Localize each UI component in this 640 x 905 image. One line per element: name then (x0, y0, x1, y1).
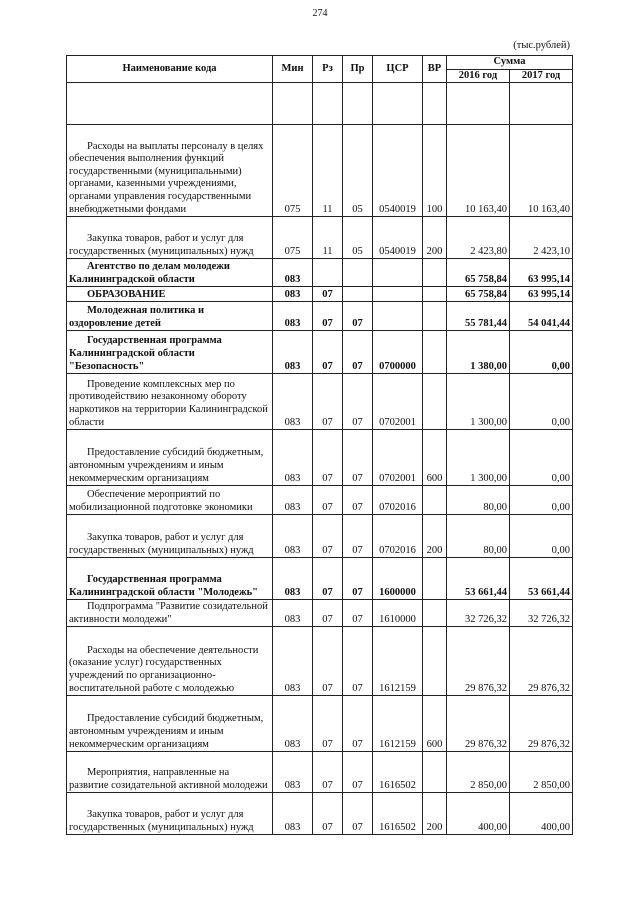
row-sum-2016: 65 758,84 (447, 287, 510, 302)
row-sum-2017: 0,00 (510, 486, 573, 515)
row-rz: 07 (313, 558, 343, 600)
row-rz: 11 (313, 217, 343, 259)
row-sum-2016: 400,00 (447, 793, 510, 835)
row-pr: 07 (343, 627, 373, 696)
row-min: 083 (273, 752, 313, 793)
row-sum-2016: 80,00 (447, 515, 510, 558)
table-row (67, 125, 573, 217)
row-min: 083 (273, 600, 313, 627)
row-rz: 07 (313, 374, 343, 430)
row-vr: 200 (423, 515, 447, 558)
row-pr (343, 259, 373, 287)
row-sum-2017: 0,00 (510, 430, 573, 486)
table-row (67, 287, 573, 302)
row-pr: 07 (343, 752, 373, 793)
row-name: Молодежная политика и оздоровление детей (67, 302, 273, 331)
page-number: 274 (312, 8, 328, 19)
row-sum-2017: 32 726,32 (510, 600, 573, 627)
table-row (67, 600, 573, 627)
table-body (67, 83, 573, 835)
table-row (67, 515, 573, 558)
row-min: 075 (273, 125, 313, 217)
row-csr (373, 259, 423, 287)
row-name: Проведение комплексных мер по противодействию незаконному обороту наркотиков на территории Калининградской области (67, 374, 273, 430)
table-row (67, 696, 573, 752)
row-name: Предоставление субсидий бюджетным, автономным учреждениям и иным некоммерческим организациям (67, 430, 273, 486)
row-pr: 07 (343, 430, 373, 486)
row-rz (313, 259, 343, 287)
row-sum-2016: 10 163,40 (447, 125, 510, 217)
row-csr: 1612159 (373, 627, 423, 696)
row-name: Государственная программа Калининградской области "Молодежь" (67, 558, 273, 600)
row-pr: 07 (343, 558, 373, 600)
row-sum-2017: 29 876,32 (510, 696, 573, 752)
table-row (67, 331, 573, 374)
row-min: 083 (273, 515, 313, 558)
row-sum-2017: 2 423,10 (510, 217, 573, 259)
row-sum-2016: 55 781,44 (447, 302, 510, 331)
row-sum-2016: 2 850,00 (447, 752, 510, 793)
row-csr: 0702016 (373, 486, 423, 515)
row-sum-2017: 400,00 (510, 793, 573, 835)
row-sum-2016 (447, 83, 510, 125)
row-sum-2016: 2 423,80 (447, 217, 510, 259)
row-vr (423, 302, 447, 331)
row-csr: 1610000 (373, 600, 423, 627)
row-rz: 07 (313, 486, 343, 515)
row-rz (313, 83, 343, 125)
table-row (67, 558, 573, 600)
units-label: (тыс.рублей) (513, 40, 570, 51)
row-pr: 07 (343, 793, 373, 835)
row-name: Расходы на обеспечение деятельности (оказание услуг) государственных учреждений по организационно-воспитательной работе с молодежью (67, 627, 273, 696)
row-vr (423, 331, 447, 374)
row-min: 083 (273, 287, 313, 302)
row-csr (373, 287, 423, 302)
row-name: Предоставление субсидий бюджетным, автономным учреждениям и иным некоммерческим организациям (67, 696, 273, 752)
row-csr: 0702001 (373, 430, 423, 486)
row-rz: 07 (313, 515, 343, 558)
row-sum-2016: 1 300,00 (447, 374, 510, 430)
table-row (67, 430, 573, 486)
row-pr (343, 287, 373, 302)
row-sum-2017: 53 661,44 (510, 558, 573, 600)
row-sum-2016: 29 876,32 (447, 627, 510, 696)
row-sum-2016: 32 726,32 (447, 600, 510, 627)
row-pr: 05 (343, 125, 373, 217)
row-sum-2016: 53 661,44 (447, 558, 510, 600)
row-min: 083 (273, 627, 313, 696)
row-rz: 07 (313, 752, 343, 793)
row-rz: 07 (313, 331, 343, 374)
row-min: 083 (273, 374, 313, 430)
header-min: Мин (273, 56, 313, 83)
row-rz: 07 (313, 627, 343, 696)
row-sum-2016: 80,00 (447, 486, 510, 515)
row-vr (423, 627, 447, 696)
row-pr: 07 (343, 374, 373, 430)
row-csr: 0702001 (373, 374, 423, 430)
row-name: ОБРАЗОВАНИЕ (67, 287, 273, 302)
row-name: Закупка товаров, работ и услуг для государственных (муниципальных) нужд (67, 217, 273, 259)
row-min: 075 (273, 217, 313, 259)
row-csr: 0700000 (373, 331, 423, 374)
row-sum-2016: 1 300,00 (447, 430, 510, 486)
row-sum-2016: 29 876,32 (447, 696, 510, 752)
row-sum-2017: 63 995,14 (510, 287, 573, 302)
row-sum-2017: 10 163,40 (510, 125, 573, 217)
row-csr: 1612159 (373, 696, 423, 752)
row-min: 083 (273, 331, 313, 374)
row-name: Закупка товаров, работ и услуг для государственных (муниципальных) нужд (67, 515, 273, 558)
row-vr (423, 600, 447, 627)
row-csr: 0540019 (373, 125, 423, 217)
row-csr: 0702016 (373, 515, 423, 558)
row-min: 083 (273, 302, 313, 331)
row-pr: 07 (343, 302, 373, 331)
row-pr: 07 (343, 696, 373, 752)
row-csr (373, 302, 423, 331)
row-min: 083 (273, 430, 313, 486)
row-rz: 07 (313, 696, 343, 752)
row-sum-2017: 0,00 (510, 374, 573, 430)
row-vr (423, 83, 447, 125)
row-vr: 100 (423, 125, 447, 217)
row-min: 083 (273, 696, 313, 752)
row-sum-2017: 0,00 (510, 515, 573, 558)
header-vr: ВР (423, 56, 447, 83)
table-row (67, 217, 573, 259)
row-csr: 1616502 (373, 752, 423, 793)
row-min: 083 (273, 259, 313, 287)
row-csr: 1600000 (373, 558, 423, 600)
row-sum-2016: 1 380,00 (447, 331, 510, 374)
row-name: Агентство по делам молодежи Калининградской области (67, 259, 273, 287)
row-sum-2017: 29 876,32 (510, 627, 573, 696)
header-2016: 2016 год (447, 69, 510, 83)
row-vr (423, 259, 447, 287)
row-csr (373, 83, 423, 125)
table-row (67, 793, 573, 835)
table-row (67, 374, 573, 430)
table-row (67, 486, 573, 515)
row-min (273, 83, 313, 125)
row-vr: 200 (423, 217, 447, 259)
row-name: Государственная программа Калининградской области "Безопасность" (67, 331, 273, 374)
row-pr: 07 (343, 515, 373, 558)
table-header (67, 56, 573, 83)
row-sum-2017 (510, 83, 573, 125)
row-rz: 07 (313, 302, 343, 331)
row-sum-2017: 54 041,44 (510, 302, 573, 331)
table-row (67, 752, 573, 793)
row-name: Подпрограмма "Развитие созидательной активности молодежи" (67, 600, 273, 627)
table-row (67, 627, 573, 696)
row-vr (423, 374, 447, 430)
row-name: Обеспечение мероприятий по мобилизационной подготовке экономики (67, 486, 273, 515)
row-min: 083 (273, 558, 313, 600)
header-2017: 2017 год (510, 69, 573, 83)
header-name: Наименование кода (67, 56, 273, 83)
row-pr: 05 (343, 217, 373, 259)
row-min: 083 (273, 486, 313, 515)
row-sum-2016: 65 758,84 (447, 259, 510, 287)
row-rz: 07 (313, 287, 343, 302)
row-sum-2017: 2 850,00 (510, 752, 573, 793)
row-vr: 600 (423, 696, 447, 752)
row-vr (423, 486, 447, 515)
row-vr: 600 (423, 430, 447, 486)
row-rz: 07 (313, 793, 343, 835)
row-pr (343, 83, 373, 125)
header-rz: Рз (313, 56, 343, 83)
header-csr: ЦСР (373, 56, 423, 83)
budget-table (66, 55, 573, 835)
table-row (67, 302, 573, 331)
row-pr: 07 (343, 600, 373, 627)
row-name: Закупка товаров, работ и услуг для государственных (муниципальных) нужд (67, 793, 273, 835)
row-min: 083 (273, 793, 313, 835)
row-sum-2017: 0,00 (510, 331, 573, 374)
row-rz: 07 (313, 430, 343, 486)
row-rz: 07 (313, 600, 343, 627)
row-vr (423, 558, 447, 600)
row-pr: 07 (343, 486, 373, 515)
table-row (67, 83, 573, 125)
row-pr: 07 (343, 331, 373, 374)
row-name: Расходы на выплаты персоналу в целях обеспечения выполнения функций государственными (муниципальными) органами, казенными учреждениями, органами управления государственными внебюджетными фондами (67, 125, 273, 217)
row-vr: 200 (423, 793, 447, 835)
row-vr (423, 752, 447, 793)
header-sum: Сумма (447, 56, 573, 70)
table-row (67, 259, 573, 287)
row-csr: 0540019 (373, 217, 423, 259)
row-name: Мероприятия, направленные на развитие созидательной активной молодежи (67, 752, 273, 793)
row-csr: 1616502 (373, 793, 423, 835)
header-pr: Пр (343, 56, 373, 83)
row-vr (423, 287, 447, 302)
row-sum-2017: 63 995,14 (510, 259, 573, 287)
row-rz: 11 (313, 125, 343, 217)
row-name (67, 83, 273, 125)
